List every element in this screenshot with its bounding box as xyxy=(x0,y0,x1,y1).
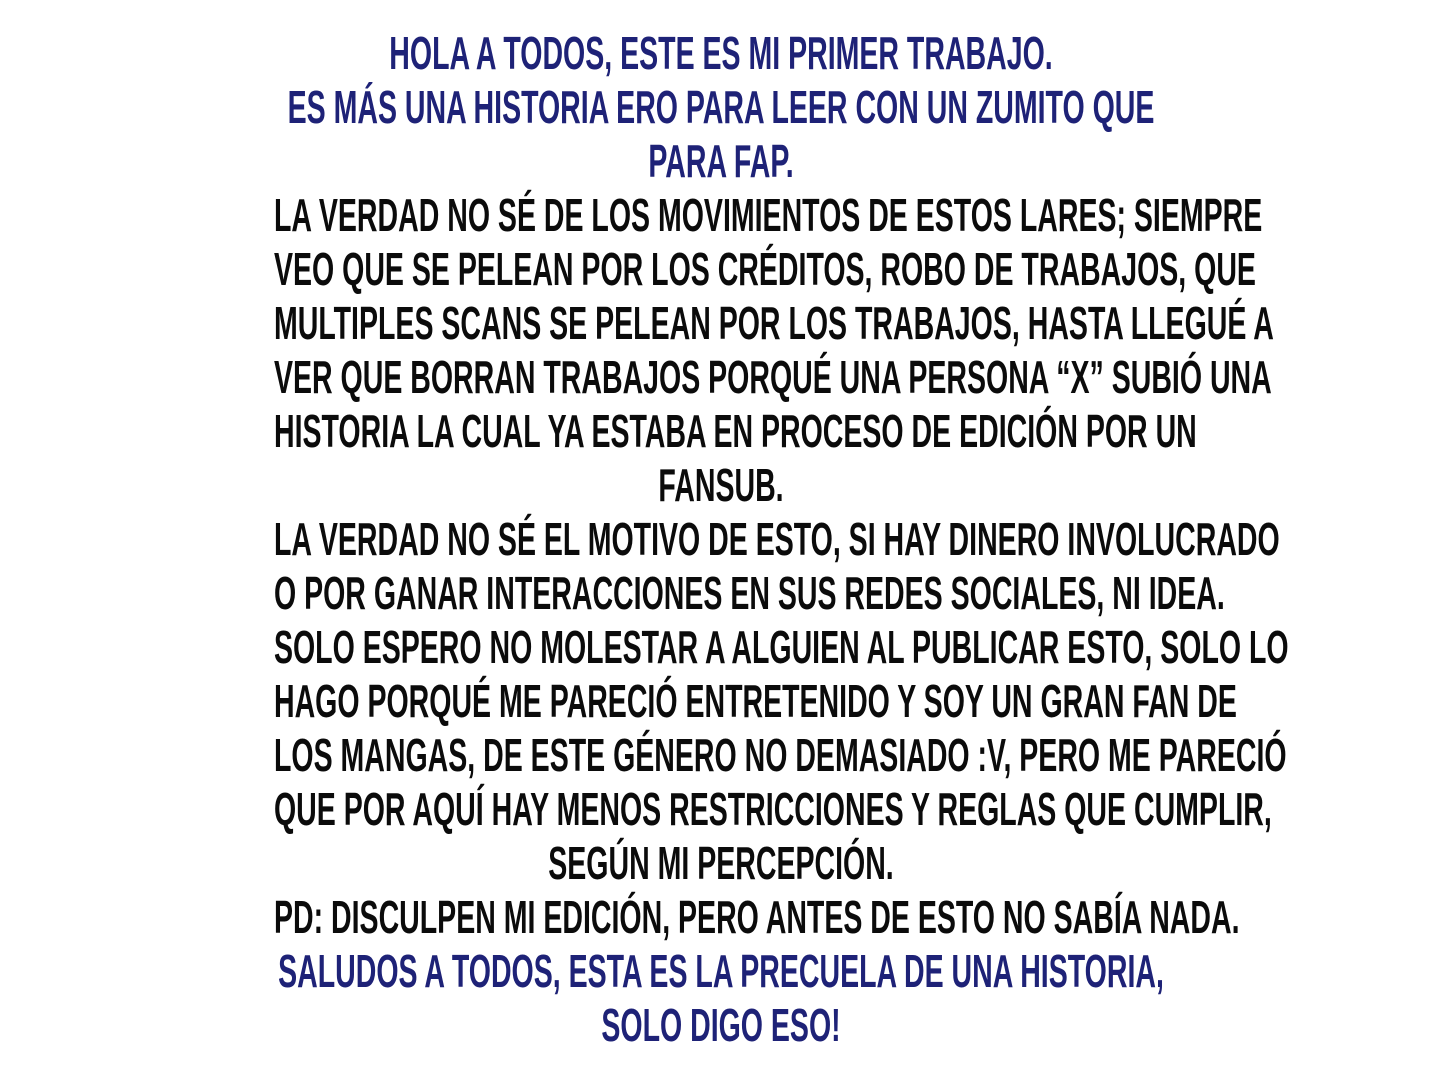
note-line: MULTIPLES SCANS SE PELEAN POR LOS TRABAJOS, HASTA LLEGUÉ A xyxy=(273,297,1274,349)
note-line: FANSUB. xyxy=(658,459,784,511)
note-line: SOLO ESPERO NO MOLESTAR A ALGUIEN AL PUBLICAR ESTO, SOLO LO xyxy=(273,621,1289,673)
note-line: LOS MANGAS, DE ESTE GÉNERO NO DEMASIADO :V, PERO ME PARECIÓ xyxy=(273,729,1287,781)
note-line: HOLA A TODOS, ESTE ES MI PRIMER TRABAJO. xyxy=(389,27,1053,79)
note-line: LA VERDAD NO SÉ DE LOS MOVIMIENTOS DE ESTOS LARES; SIEMPRE xyxy=(273,189,1263,241)
note-line: SEGÚN MI PERCEPCIÓN. xyxy=(548,837,894,889)
note-line: ES MÁS UNA HISTORIA ERO PARA LEER CON UN ZUMITO QUE xyxy=(287,81,1155,133)
note-line: SALUDOS A TODOS, ESTA ES LA PRECUELA DE UNA HISTORIA, xyxy=(278,945,1164,997)
note-line: QUE POR AQUÍ HAY MENOS RESTRICCIONES Y REGLAS QUE CUMPLIR, xyxy=(273,783,1272,835)
note-line: PD: DISCULPEN MI EDICIÓN, PERO ANTES DE ESTO NO SABÍA NADA. xyxy=(273,891,1240,943)
note-line: O POR GANAR INTERACCIONES EN SUS REDES SOCIALES, NI IDEA. xyxy=(273,567,1225,619)
note-line: LA VERDAD NO SÉ EL MOTIVO DE ESTO, SI HAY DINERO INVOLUCRADO xyxy=(273,513,1280,565)
note-line: VER QUE BORRAN TRABAJOS PORQUÉ UNA PERSONA “X” SUBIÓ UNA xyxy=(273,351,1272,403)
note-line: SOLO DIGO ESO! xyxy=(601,999,841,1051)
note-line: HAGO PORQUÉ ME PARECIÓ ENTRETENIDO Y SOY UN GRAN FAN DE xyxy=(273,675,1237,727)
note-line: HISTORIA LA CUAL YA ESTABA EN PROCESO DE EDICIÓN POR UN xyxy=(273,405,1197,457)
note-line: PARA FAP. xyxy=(648,135,794,187)
note-line: VEO QUE SE PELEAN POR LOS CRÉDITOS, ROBO DE TRABAJOS, QUE xyxy=(273,243,1256,295)
